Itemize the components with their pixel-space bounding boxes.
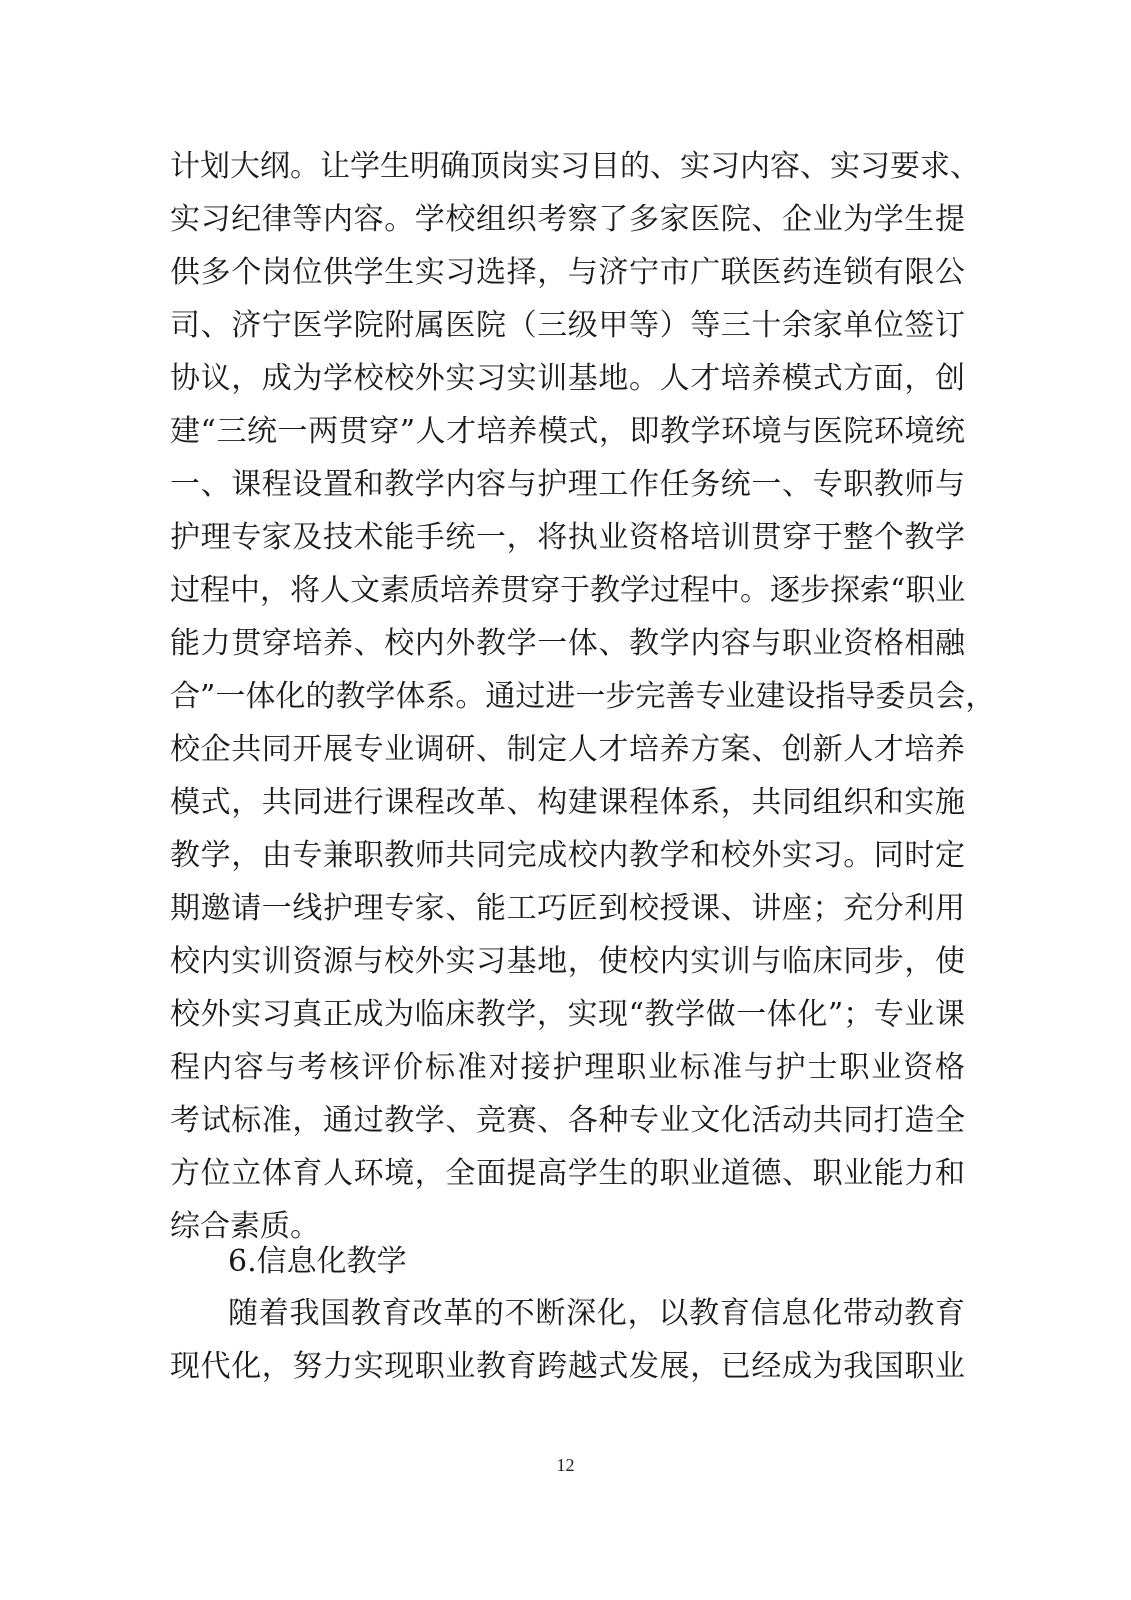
paragraph-line: 校企共同开展专业调研、制定人才培养方案、创新人才培养 (170, 732, 965, 767)
paragraph-line: 建“三统一两贯穿”人才培养模式，即教学环境与医院环境统 (170, 414, 965, 449)
paragraph-line: 司、济宁医学院附属医院（三级甲等）等三十余家单位签订 (170, 308, 965, 343)
paragraph-line: 一、课程设置和教学内容与护理工作任务统一、专职教师与 (170, 467, 965, 502)
body-paragraph-2 (170, 1287, 965, 1393)
paragraph-line: 随着我国教育改革的不断深化，以教育信息化带动教育 (228, 1296, 965, 1331)
paragraph-line: 过程中，将人文素质培养贯穿于教学过程中。逐步探索“职业 (170, 573, 966, 608)
paragraph-line: 校内实训资源与校外实习基地，使校内实训与临床同步，使 (170, 944, 965, 979)
paragraph-line: 现代化，努力实现职业教育跨越式发展，已经成为我国职业 (170, 1349, 965, 1384)
paragraph-line: 校外实习真正成为临床教学，实现“教学做一体化”；专业课 (170, 997, 965, 1032)
section-heading: 6.信息化教学 (228, 1244, 407, 1279)
paragraph-line: 合”一体化的教学体系。通过进一步完善专业建设指导委员会， (170, 679, 996, 714)
paragraph-line: 护理专家及技术能手统一，将执业资格培训贯穿于整个教学 (170, 520, 965, 555)
paragraph-line: 能力贯穿培养、校内外教学一体、教学内容与职业资格相融 (170, 626, 965, 661)
paragraph-line: 模式，共同进行课程改革、构建课程体系，共同组织和实施 (170, 785, 965, 820)
paragraph-line: 方位立体育人环境，全面提高学生的职业道德、职业能力和 (170, 1156, 965, 1191)
paragraph-line: 综合素质。 (170, 1209, 320, 1244)
paragraph-line: 协议，成为学校校外实习实训基地。人才培养模式方面，创 (170, 361, 965, 396)
paragraph-line: 计划大纲。让学生明确顶岗实习目的、实习内容、实习要求、 (170, 149, 980, 184)
paragraph-line: 程内容与考核评价标准对接护理职业标准与护士职业资格 (170, 1050, 965, 1085)
paragraph-line: 考试标准，通过教学、竞赛、各种专业文化活动共同打造全 (170, 1103, 965, 1138)
paragraph-line: 教学，由专兼职教师共同完成校内教学和校外实习。同时定 (170, 838, 965, 873)
paragraph-line: 供多个岗位供学生实习选择，与济宁市广联医药连锁有限公 (170, 255, 965, 290)
body-paragraph-1 (170, 140, 996, 1253)
paragraph-line: 实习纪律等内容。学校组织考察了多家医院、企业为学生提 (170, 202, 965, 237)
paragraph-line: 期邀请一线护理专家、能工巧匠到校授课、讲座；充分利用 (170, 891, 965, 926)
page-number: 12 (556, 1455, 575, 1475)
